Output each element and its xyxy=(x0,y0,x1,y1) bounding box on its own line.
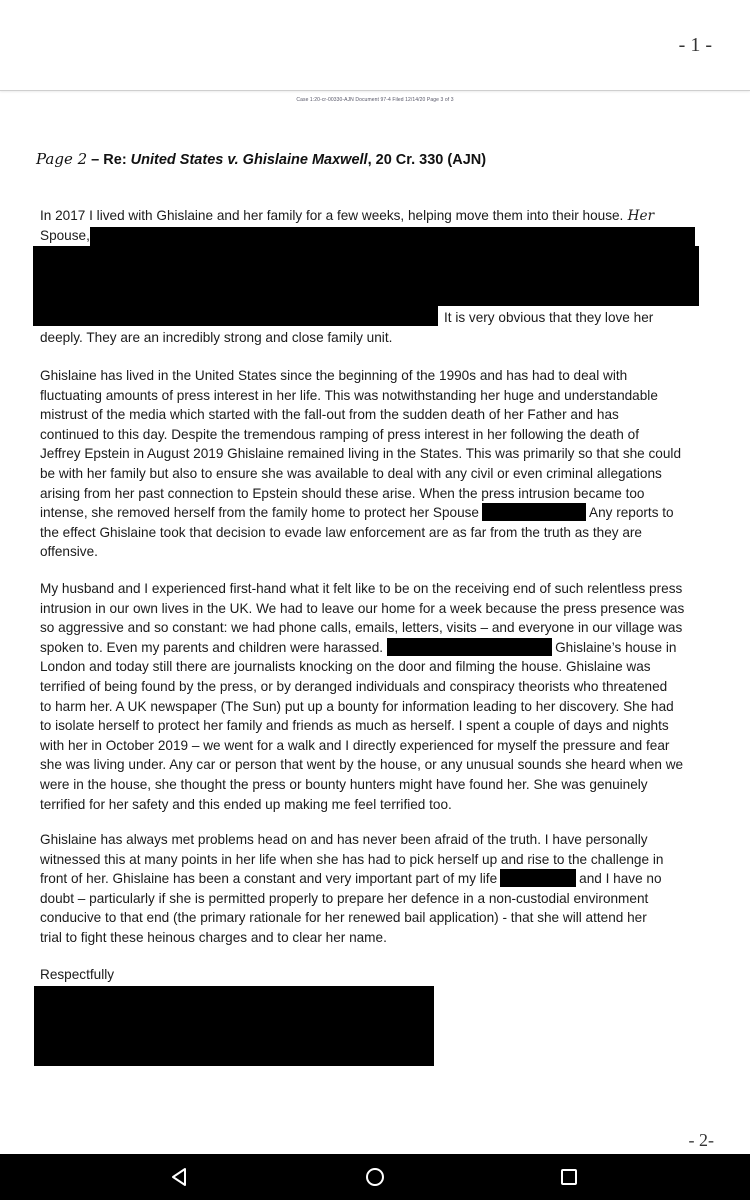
p4-line-3a: front of her. Ghislaine has been a constant and very important part of my life xyxy=(40,871,498,887)
redaction-bar xyxy=(33,306,438,326)
case-number: , 20 Cr. 330 (AJN) xyxy=(367,152,487,168)
redaction-bar xyxy=(387,638,552,656)
p2-line-7: arising from her past connection to Epstein should these arise. When the press intrusion became too xyxy=(40,485,645,501)
case-header-stamp: Case 1:20-cr-00330-AJN Document 97-4 Filed 12/14/20 Page 3 of 3 xyxy=(296,97,454,103)
p1-line-6-wrap xyxy=(40,328,720,348)
current-page-number: - 2- xyxy=(688,1130,714,1150)
p3-line-6: terrified of being found by the press, or by deranged individuals and conspiracy theorists who threatened xyxy=(40,678,668,694)
p1-line-2: Spouse, xyxy=(40,227,90,243)
p2-line-3: mistrust of the media which started with the fall-out from the sudden death of her Father and has xyxy=(40,407,619,423)
recents-square-icon xyxy=(556,1164,582,1190)
p3-line-10: she was living under. Any car or person that went by the house, or any unusual sounds she heard when we xyxy=(40,757,684,773)
p2-line-4: continued to this day. Despite the tremendous ramping of press interest in her following the death of xyxy=(40,426,639,442)
p3-line-2: intrusion in our own lives in the UK. We had to leave our home for a week because the press presence was xyxy=(40,600,685,616)
back-triangle-icon xyxy=(167,1164,193,1190)
closing-respectfully: Respectfully xyxy=(40,967,115,982)
p3-line-11: were in the house, she thought the press or bounty hunters might have found her. She was genuinely xyxy=(40,776,648,792)
p1-line-5-wrap xyxy=(444,308,724,328)
p3-line-1: My husband and I experienced first-hand what it felt like to be on the receiving end of such relentless press xyxy=(40,581,683,596)
re-prefix: – Re: xyxy=(87,152,131,168)
redaction-bar xyxy=(500,869,576,887)
system-navigation-bar xyxy=(0,1154,750,1200)
p1-line-6: deeply. They are an incredibly strong and close family unit. xyxy=(40,330,393,345)
p3-line-9: with her in October 2019 – we went for a walk and I directly experienced for myself the pressure and fear xyxy=(40,737,670,753)
p3-line-5: London and today still there are journalists knocking on the door and filming the house. Ghislaine was xyxy=(40,659,651,675)
p3-line-7: to harm her. A UK newspaper (The Sun) put up a bounty for information leading to her discovery. She had xyxy=(40,698,674,714)
recents-button[interactable] xyxy=(556,1164,582,1190)
p4-line-3b: and I have no xyxy=(579,871,662,887)
paragraph-3 xyxy=(40,579,720,814)
p3-line-8: to isolate herself to protect her family and friends as much as herself. I spent a couple of days and nights xyxy=(40,718,669,734)
case-title: United States v. Ghislaine Maxwell xyxy=(130,152,368,168)
p4-line-1: Ghislaine has always met problems head on and has never been afraid of the truth. I have personally xyxy=(40,832,648,847)
p3-line-4b: Ghislaine’s house in xyxy=(555,639,677,655)
p1-handwritten-her: Her xyxy=(623,208,655,224)
redaction-block xyxy=(33,246,699,306)
p2-line-8b: Any reports to xyxy=(589,505,674,521)
paragraph-2 xyxy=(40,366,720,562)
paragraph-4 xyxy=(40,830,720,948)
p2-line-2: fluctuating amounts of press interest in her life. This was notwithstanding her huge and understandable xyxy=(40,387,658,403)
p3-line-3: so aggressive and so constant: we had phone calls, emails, letters, visits – and everyone in our village was xyxy=(40,620,683,636)
redaction-bar xyxy=(482,503,586,521)
home-circle-icon xyxy=(362,1164,388,1190)
p4-line-4: doubt – particularly if she is permitted properly to prepare her defence in a non-custodial environment xyxy=(40,890,649,906)
p1-line-5: It is very obvious that they love her xyxy=(444,310,654,325)
p4-line-6: trial to fight these heinous charges and to clear her name. xyxy=(40,929,387,945)
p2-line-1: Ghislaine has lived in the United States since the beginning of the 1990s and has had to deal with xyxy=(40,368,628,383)
p4-line-5: conducive to that end (the primary rationale for her renewed bail application) - that she will attend her xyxy=(40,910,647,926)
p4-line-2: witnessed this at many points in her life when she has had to pick herself up and rise to the challenge in xyxy=(40,851,664,867)
previous-page-number: - 1 - xyxy=(678,34,712,56)
p2-line-10: offensive. xyxy=(40,544,98,560)
p2-line-6: be with her family but also to ensure she was available to deal with any civil or even criminal allegations xyxy=(40,465,662,481)
previous-page-fragment xyxy=(0,0,750,91)
signature-redaction-block xyxy=(34,986,434,1066)
home-button[interactable] xyxy=(362,1164,388,1190)
p2-line-5: Jeffrey Epstein in August 2019 Ghislaine remained living in the States. This was primarily so that she could xyxy=(40,446,682,462)
p1-line-1: In 2017 I lived with Ghislaine and her family for a few weeks, helping move them into their house. xyxy=(40,208,624,223)
redaction-bar xyxy=(90,227,695,246)
p3-line-12: terrified for her safety and this ended up making me feel terrified too. xyxy=(40,796,452,812)
re-line-heading xyxy=(36,150,486,168)
p2-line-9: the effect Ghislaine took that decision to evade law enforcement are as far from the truth as they are xyxy=(40,524,642,540)
back-button[interactable] xyxy=(167,1164,193,1190)
handwritten-page-label: Page 2 xyxy=(36,150,88,168)
p2-line-8a: intense, she removed herself from the family home to protect her Spouse xyxy=(40,505,479,521)
p3-line-4a: spoken to. Even my parents and children were harassed. xyxy=(40,639,384,655)
